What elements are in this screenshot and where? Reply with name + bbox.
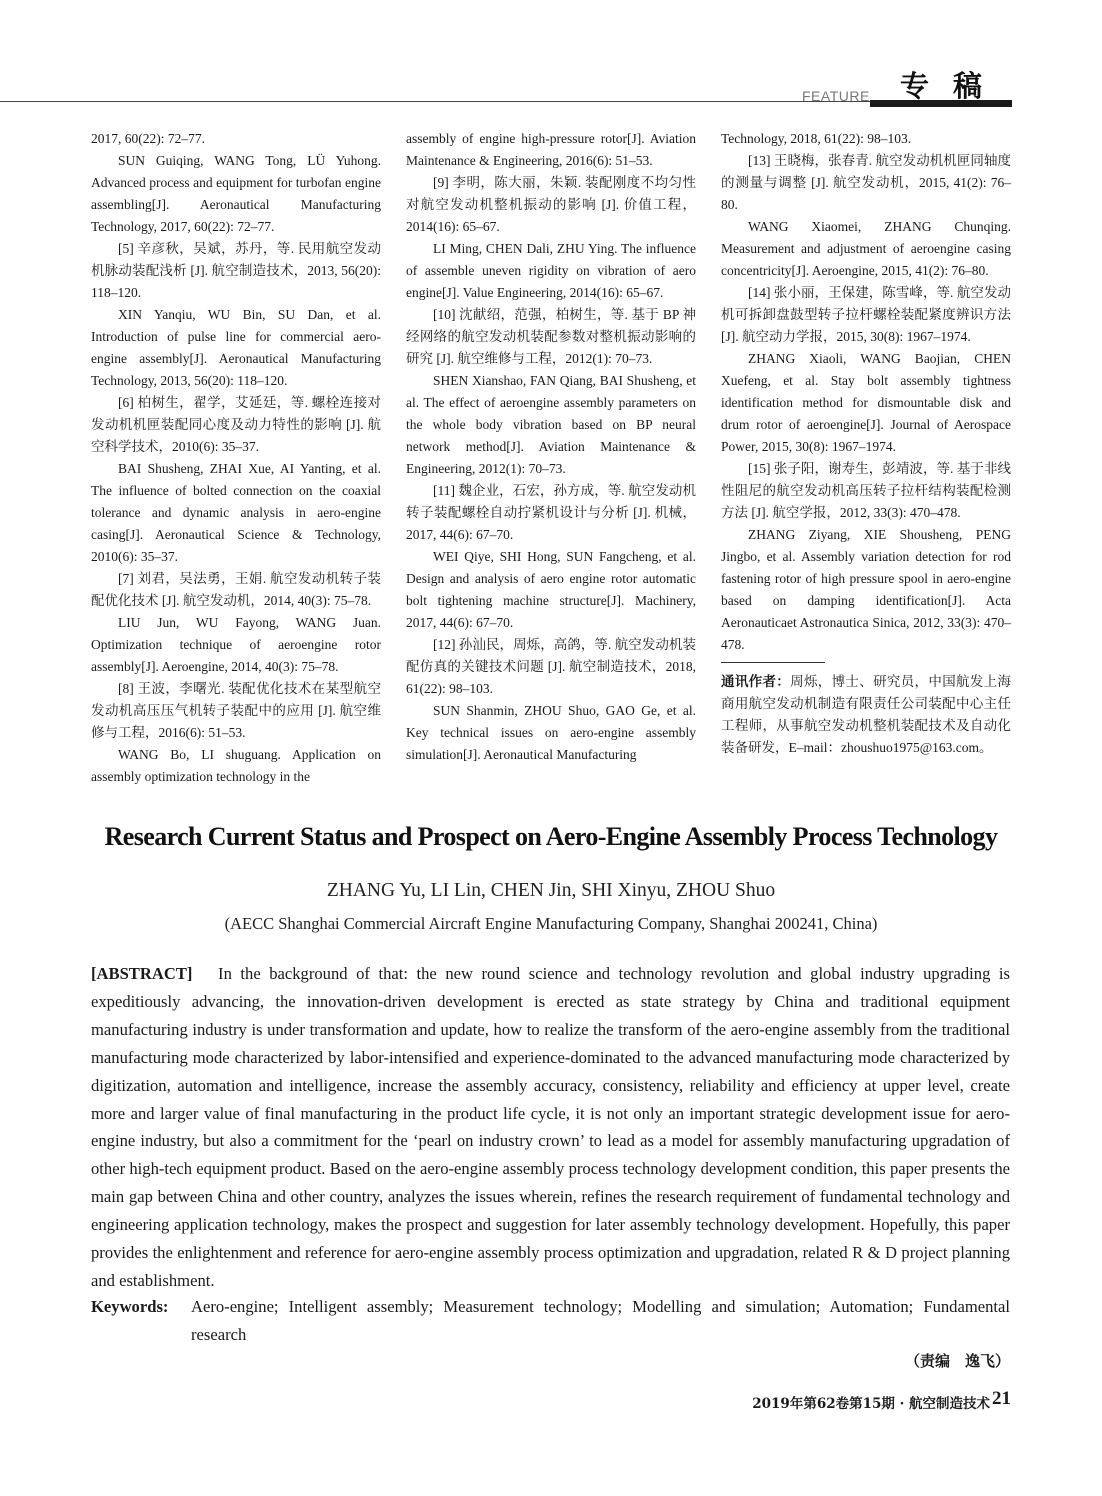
reference-paragraph: [9] 李明，陈大丽，朱颖. 装配刚度不均匀性对航空发动机整机振动的影响 [J]. 价值工程，2014(16): 65–67.: [406, 175, 696, 234]
header-feature-label: FEATURE: [802, 88, 870, 104]
reference-paragraph: [7] 刘君，吴法勇，王娟. 航空发动机转子装配优化技术 [J]. 航空发动机，2014, 40(3): 75–78.: [91, 571, 381, 608]
reference-paragraph: [14] 张小丽，王保建，陈雪峰，等. 航空发动机可拆卸盘鼓型转子拉杆螺栓装配紧度辨识方法 [J]. 航空动力学报，2015, 30(8): 1967–1974.: [721, 285, 1011, 344]
paper-authors: ZHANG Yu, LI Lin, CHEN Jin, SHI Xinyu, ZHOU Shuo: [326, 880, 776, 901]
paper-affiliation: (AECC Shanghai Commercial Aircraft Engine Manufacturing Company, Shanghai 200241, China): [224, 914, 878, 933]
reference-paragraph: 2017, 60(22): 72–77.: [91, 131, 205, 146]
reference-paragraph: WANG Xiaomei, ZHANG Chunqing. Measurement and adjustment of aeroengine casing concentricity[J]. Aeroengine, 2015, 41(2): 76–80.: [721, 219, 1011, 278]
reference-paragraph: ZHANG Xiaoli, WANG Baojian, CHEN Xuefeng, et al. Stay bolt assembly tightness identification method for dismountable disk and drum rotor of aeroengine[J]. Journal of Aerospace Power, 2015, 30(8): 1967–1974.: [721, 351, 1011, 454]
correspondence-text: 周烁，博士、研究员，中国航发上海商用航空发动机制造有限责任公司装配中心主任工程师，从事航空发动机整机装配技术及自动化装备研发，E–mail：zhoushuo1975@163.com。: [721, 674, 1011, 755]
reference-paragraph: LIU Jun, WU Fayong, WANG Juan. Optimization technique of aeroengine rotor assembly[J]. Aeroengine, 2014, 40(3): 75–78.: [91, 615, 381, 674]
reference-paragraph: SUN Guiqing, WANG Tong, LÜ Yuhong. Advanced process and equipment for turbofan engine assembling[J]. Aeronautical Manufacturing Technology, 2017, 60(22): 72–77.: [91, 153, 381, 234]
page-number: 21: [992, 1388, 1011, 1409]
correspondence-label: 通讯作者：: [721, 674, 791, 689]
reference-paragraph: SHEN Xianshao, FAN Qiang, BAI Shusheng, et al. The effect of aeroengine assembly parameters on the whole body vibration based on BP neural network method[J]. Aviation Maintenance & Engineering, 2012(1): 70–73.: [406, 373, 696, 476]
reference-paragraph: [5] 辛彦秋，吴斌，苏丹，等. 民用航空发动机脉动装配浅析 [J]. 航空制造技术，2013, 56(20): 118–120.: [91, 241, 381, 300]
correspondence-note: [721, 671, 1011, 759]
reference-paragraph: WEI Qiye, SHI Hong, SUN Fangcheng, et al. Design and analysis of aero engine rotor automatic bolt tightening machine structure[J]. Machinery, 2017, 44(6): 67–70.: [406, 549, 696, 630]
reference-paragraph: SUN Shanmin, ZHOU Shuo, GAO Ge, et al. Key technical issues on aero-engine assembly simulation[J]. Aeronautical Manufacturing: [406, 703, 696, 762]
reference-column-2: [406, 128, 696, 766]
correspondence-separator: [721, 662, 825, 663]
reference-paragraph: [13] 王晓梅，张春青. 航空发动机机匣同轴度的测量与调整 [J]. 航空发动机，2015, 41(2): 76–80.: [721, 153, 1011, 212]
paper-title: Research Current Status and Prospect on Aero-Engine Assembly Process Technology: [104, 822, 998, 851]
reference-paragraph: [8] 王波，李曙光. 装配优化技术在某型航空发动机高压压气机转子装配中的应用 [J]. 航空维修与工程，2016(6): 51–53.: [91, 681, 381, 740]
abstract-text: In the background of that: the new round science and technology revolution and global industry upgrading is expeditiously advancing, the innovation-driven development is erected as state strategy by China and traditional equipment manufacturing industry is under transformation and update, how to realize the transform of the aero-engine assembly from the traditional manufacturing mode characterized by labor-intensified and experience-dominated to the advanced manufacturing mode characterized by digitization, automation and intelligence, increase the assembly accuracy, consistency, reliability and efficiency at upper level, create more and larger value of final manufacturing in the product life cycle, it is not only an important strategic development issue for aero-engine industry, but also a commitment for the ‘pearl on industry crown’ to lead as a model for assembly manufacturing upgradation of other high-tech equipment product. Based on the aero-engine assembly process technology development condition, this paper presents the main gap between China and other country, analyzes the issues wherein, refines the research requirement of fundamental technology and engineering application technology, makes the prospect and suggestion for later assembly technology development. Hopefully, this paper provides the enlightenment and reference for aero-engine assembly process optimization and upgradation, related R & D project planning and establishment.: [91, 964, 1010, 1290]
keywords-text: Aero-engine; Intelligent assembly; Measurement technology; Modelling and simulation; Automation; Fundamental research: [191, 1297, 1010, 1344]
reference-paragraph: LI Ming, CHEN Dali, ZHU Ying. The influence of assemble uneven rigidity on vibration of aero engine[J]. Value Engineering, 2014(16): 65–67.: [406, 241, 696, 300]
abstract: [91, 960, 1010, 1295]
reference-paragraph: [10] 沈献绍，范强，柏树生，等. 基于 BP 神经网络的航空发动机装配参数对整机振动影响的研究 [J]. 航空维修与工程，2012(1): 70–73.: [406, 307, 696, 366]
reference-paragraph: XIN Yanqiu, WU Bin, SU Dan, et al. Introduction of pulse line for commercial aero-engine assembly[J]. Aeronautical Manufacturing Technology, 2013, 56(20): 118–120.: [91, 307, 381, 388]
keywords-label: Keywords:: [91, 1297, 169, 1316]
reference-paragraph: ZHANG Ziyang, XIE Shousheng, PENG Jingbo, et al. Assembly variation detection for rod fastening rotor of high pressure spool in aero-engine based on damping identification[J]. Acta Aeronauticaet Astronautica Sinica, 2012, 33(3): 470–478.: [721, 527, 1011, 652]
reference-paragraph: BAI Shusheng, ZHAI Xue, AI Yanting, et al. The influence of bolted connection on the coaxial tolerance and dynamic analysis in aero-engine casing[J]. Aeronautical Science & Technology, 2010(6): 35–37.: [91, 461, 381, 564]
reference-paragraph: Technology, 2018, 61(22): 98–103.: [721, 131, 912, 146]
reference-column-3: [721, 128, 1011, 759]
reference-paragraph: [12] 孙汕民，周烁，高鸽，等. 航空发动机装配仿真的关键技术问题 [J]. 航空制造技术，2018, 61(22): 98–103.: [406, 637, 696, 696]
reference-paragraph: WANG Bo, LI shuguang. Application on assembly optimization technology in the: [91, 747, 381, 784]
reference-paragraph: assembly of engine high-pressure rotor[J]. Aviation Maintenance & Engineering, 2016(6): 51–53.: [406, 131, 696, 168]
header-section-title: 专稿: [900, 69, 1007, 103]
reference-paragraph: [6] 柏树生，翟学，艾延廷，等. 螺栓连接对发动机机匣装配同心度及动力特性的影响 [J]. 航空科学技术，2010(6): 35–37.: [91, 395, 381, 454]
reference-column-1: [91, 128, 381, 788]
editor-note: （责编 逸飞）: [904, 1352, 1010, 1370]
abstract-label: [ABSTRACT]: [91, 964, 193, 983]
reference-paragraph: [15] 张子阳，谢寿生，彭靖波，等. 基于非线性阻尼的航空发动机高压转子拉杆结构装配检测方法 [J]. 航空学报，2012, 33(3): 470–478.: [721, 461, 1011, 520]
reference-paragraph: [11] 魏企业，石宏，孙方成，等. 航空发动机转子装配螺栓自动拧紧机设计与分析 [J]. 机械，2017, 44(6): 67–70.: [406, 483, 696, 542]
journal-footer: 2019年第62卷第15期 · 航空制造技术: [752, 1396, 990, 1412]
reference-list-3: [721, 128, 1011, 656]
